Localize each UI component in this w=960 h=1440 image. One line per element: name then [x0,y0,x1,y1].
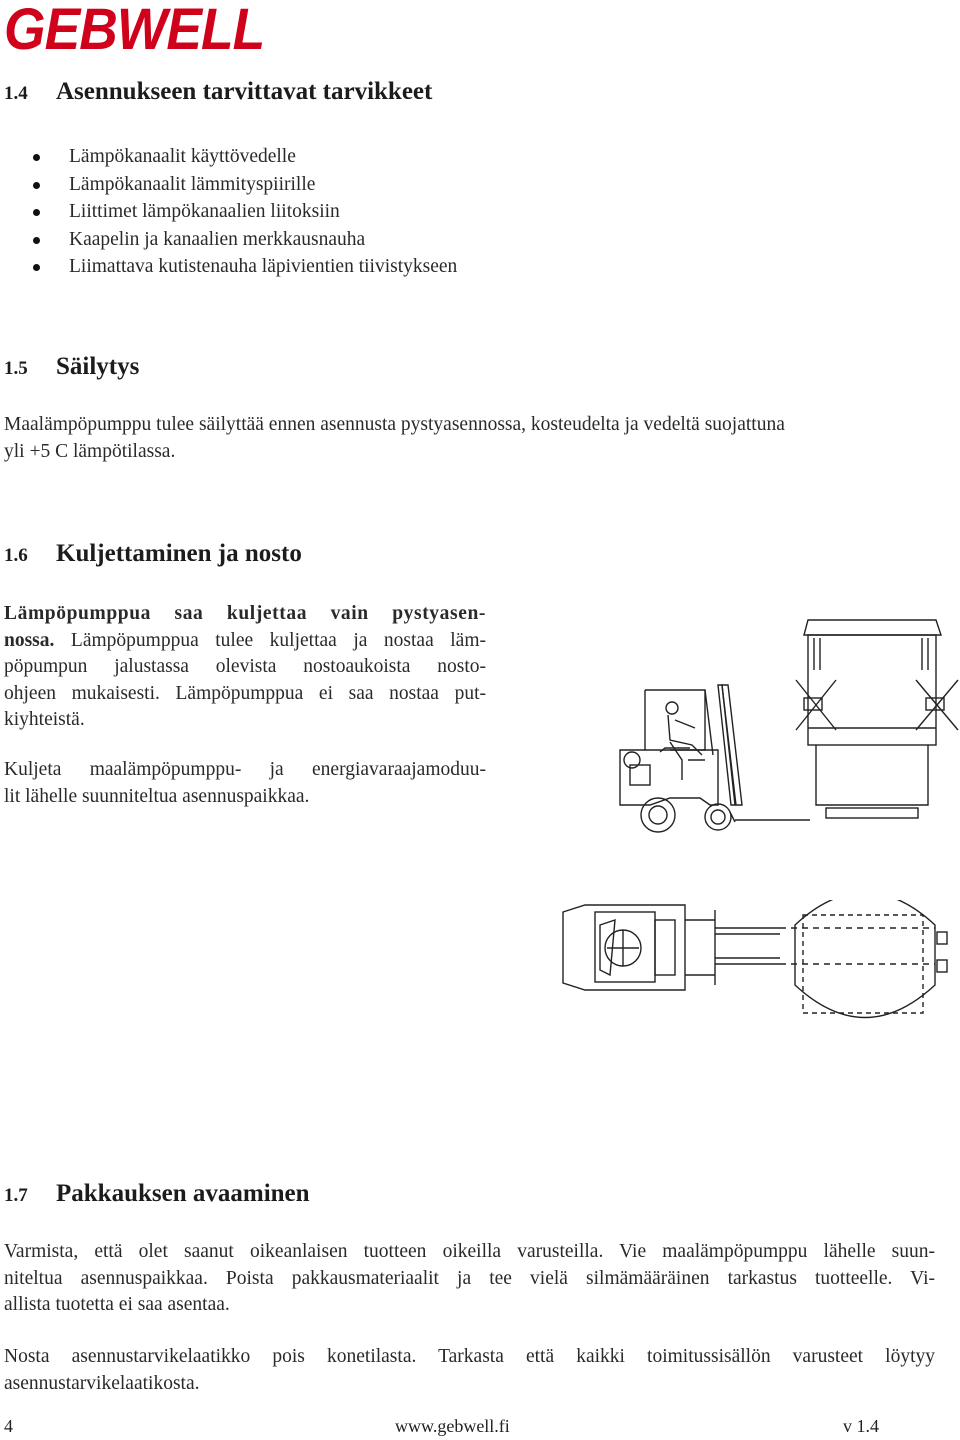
section-title: Säilytys [56,353,140,380]
section-heading-1-5 [4,353,139,381]
section-heading-1-7 [4,1180,310,1208]
page-number: 4 [4,1416,13,1436]
section-number: 1.7 [4,1185,28,1206]
section-heading-1-6 [4,540,302,568]
bullet-icon [33,264,40,271]
transport-paragraph: Lämpöpumppua saa kuljettaa vain pystyasen- nossa. Lämpöpumppua tulee kuljettaa ja nostaa läm- pöpumpun jalustassa olevista nostoaukoista nosto- ohjeen mukaisesti. Lämpöpumppua ei saa nostaa put- kiyhteistä. [4,603,486,730]
bullet-icon [33,182,40,189]
list-item: Lämpökanaalit käyttövedelle [0,143,457,171]
list-item: Lämpökanaalit lämmityspiirille [0,171,457,199]
unpacking-paragraph-2: Nosta asennustarvikelaatikko pois konetilasta. Tarkasta että kaikki toimitussisällön varusteet löytyy asennustarvikelaatikosta. [4,1346,935,1394]
transport-paragraph-2: Kuljeta maalämpöpumppu- ja energiavaraajamoduu- lit lähelle suunniteltua asennuspaikkaa. [4,759,486,807]
section-heading-1-4 [4,78,432,106]
storage-paragraph: Maalämpöpumppu tulee säilyttää ennen asennusta pystyasennossa, kosteudelta ja vedeltä suojattuna yli +5 C lämpötilassa. [4,414,785,462]
section-number: 1.6 [4,545,28,566]
supplies-list [0,143,457,281]
unpacking-paragraph-1: Varmista, että olet saanut oikeanlaisen tuotteen oikeilla varusteilla. Vie maalämpöpumppu lähelle suun- niteltua asennuspaikkaa. Poista pakkausmateriaalit ja tee vielä silmämääräinen tarkastus tuotteelle. Vi- allista tuotetta ei saa asentaa. [4,1241,935,1315]
bullet-icon [33,237,40,244]
bullet-icon [33,154,40,161]
list-item: Liittimet lämpökanaalien liitoksiin [0,198,457,226]
list-item: Kaapelin ja kanaalien merkkausnauha [0,226,457,254]
section-title: Pakkauksen avaaminen [56,1180,310,1207]
heat-pump-lifting-illustration [786,610,960,825]
document-version: v 1.4 [843,1416,879,1436]
footer-url[interactable]: www.gebwell.fi [395,1416,510,1436]
section-title: Asennukseen tarvittavat tarvikkeet [56,78,433,105]
section-title: Kuljettaminen ja nosto [56,540,302,567]
gebwell-logo: GEBWELL [4,0,265,62]
forklift-top-view-illustration [555,900,950,1025]
section-number: 1.5 [4,358,28,379]
list-item: Liimattava kutistenauha läpivientien tiivistykseen [0,253,457,281]
bullet-icon [33,209,40,216]
section-number: 1.4 [4,83,28,104]
